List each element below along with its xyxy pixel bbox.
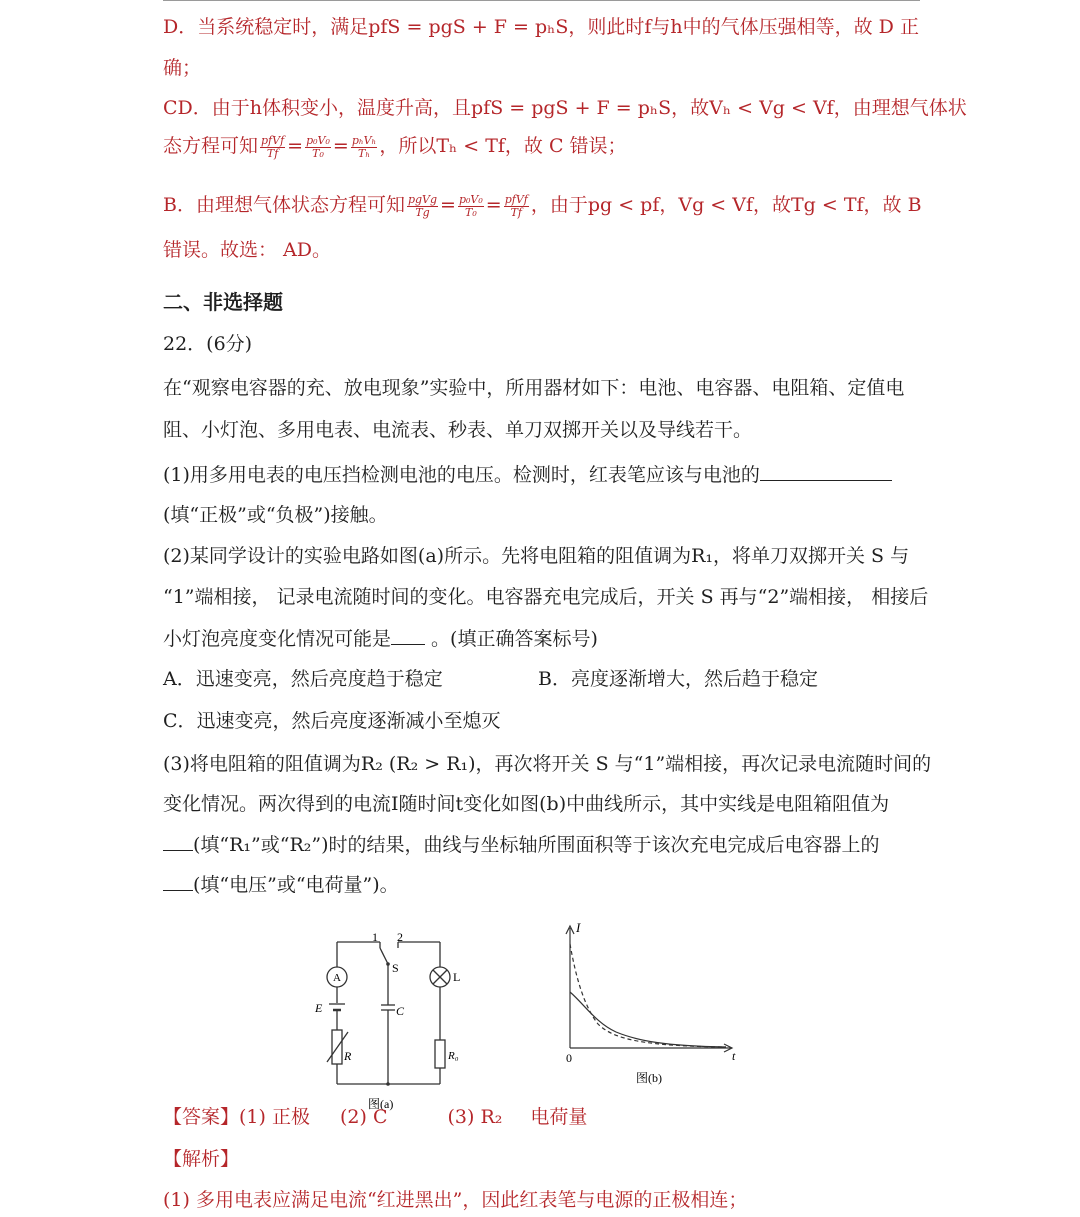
question-part3-line4: (填“电压”或“电荷量”)。: [163, 872, 399, 897]
battery-label: E: [315, 1001, 323, 1015]
option-cd-line2: 态方程可知 $\frac{\text{pfVf}}{Tf}$ = $\frac{\text{p₀V₀}}{\text{T₀}}$ = $\frac{\text{pₕVₕ}}{\text{Tₕ}}$ ，所以Tₕ < Tf，故 C 错误；: [163, 133, 627, 160]
switch-terminal-1: 1: [372, 930, 378, 944]
b-fraction-3: $\frac{\text{pfVf}}{Tf}$: [504, 192, 528, 219]
answer-3-text: 电荷量: [530, 1106, 588, 1128]
figure-b-caption: 图(b): [636, 1071, 662, 1085]
option-b-line1: B．由理想气体状态方程可知 $\frac{\text{pgVg}}{Tg}$ = $\frac{\text{p₀V₀}}{\text{T₀}}$ = $\frac{\text{pfVf}}{Tf}$ ，由于pg < pf，Vg < Vf，故Tg < Tf，故 B: [163, 192, 922, 219]
dashed-curve: [570, 944, 726, 1047]
answer-1: (1) 正极: [239, 1106, 310, 1128]
top-rule: [163, 0, 920, 1]
answer-blank-4: [163, 872, 193, 891]
answer-blank-2: [391, 626, 425, 645]
answer-label: 【答案】: [163, 1106, 240, 1128]
figure-a-caption: 图(a): [368, 1097, 394, 1111]
switch-blade: [380, 948, 388, 964]
question-intro-2: 阻、小灯泡、多用电表、电流表、秒表、单刀双掷开关以及导线若干。: [163, 419, 753, 441]
question-part1-line1: [163, 462, 892, 487]
option-cd-line1: CD．由于h体积变小，温度升高，且pfS = pgS + F = pₕS，故Vₕ < Vg < Vf，由理想气体状: [163, 97, 967, 119]
question-part2-line1: (2)某同学设计的实验电路如图(a)所示。先将电阻箱的阻值调为R₁，将单刀双掷开关 S 与: [163, 545, 910, 567]
cd-text-a: 态方程可知: [163, 135, 259, 157]
answer-2: (2) C: [339, 1106, 388, 1128]
analysis-line-1: (1) 多用电表应满足电流“红进黑出”，因此红表笔与电源的正极相连；: [163, 1189, 748, 1211]
rheostat-label: R: [344, 1049, 352, 1063]
fixed-resistor-label: R₀: [448, 1050, 459, 1062]
switch-label: S: [392, 961, 399, 975]
option-b: B．亮度逐渐增大，然后趋于稳定: [538, 668, 818, 690]
option-d-line2: 确；: [163, 57, 202, 79]
origin-label: 0: [566, 1051, 572, 1065]
option-a: A．迅速变亮，然后亮度趋于稳定: [163, 668, 443, 690]
question-part3-line1: (3)将电阻箱的阻值调为R₂ (R₂ > R₁)，再次将开关 S 与“1”端相接，再次记录电流随时间的: [163, 753, 932, 775]
option-b-line2: 错误。故选： AD。: [163, 239, 331, 261]
question-part2-line2: “1”端相接， 记录电流随时间的变化。电容器充电完成后，开关 S 再与“2”端相接， 相接后: [163, 586, 929, 608]
answer-blank-3: [163, 832, 193, 851]
question-part1-line2: (填“正极”或“负极”)接触。: [163, 504, 388, 526]
circuit-diagram: [300, 920, 490, 1120]
section-title: 二、非选择题: [163, 290, 283, 314]
part2-text: 小灯泡亮度变化情况可能是: [163, 628, 392, 650]
x-axis-label: t: [732, 1049, 736, 1063]
question-intro-1: 在“观察电容器的充、放电现象”实验中，所用器材如下：电池、电容器、电阻箱、定值电: [163, 377, 905, 399]
cd-text-b: ，所以Tₕ < Tf，故 C 错误；: [379, 135, 627, 157]
capacitor-label: C: [396, 1004, 405, 1018]
option-c: C．迅速变亮，然后亮度逐渐减小至熄灭: [163, 710, 501, 732]
question-part2-line3: 小灯泡亮度变化情况可能是 。(填正确答案标号): [163, 628, 598, 650]
question-part3-line2: 变化情况。两次得到的电流I随时间t变化如图(b)中曲线所示，其中实线是电阻箱阻值为: [163, 793, 890, 815]
answer-line: [163, 1105, 587, 1129]
part1-text: (1)用多用电表的电压挡检测电池的电压。检测时，红表笔应该与电池的: [163, 464, 760, 486]
b-fraction-2: $\frac{\text{p₀V₀}}{\text{T₀}}$: [458, 192, 483, 219]
current-time-graph: [556, 918, 756, 1088]
b-text-b: ，由于pg < pf，Vg < Vf，故Tg < Tf，故 B: [530, 194, 922, 216]
answer-3: (3) R₂: [447, 1106, 503, 1128]
question-number: 22．(6分): [163, 333, 253, 355]
analysis-label: 【解析】: [163, 1148, 240, 1170]
ammeter-label: A: [333, 972, 341, 984]
b-fraction-1: $\frac{\text{pgVg}}{Tg}$: [407, 192, 438, 219]
solid-curve: [570, 992, 726, 1047]
option-d-line1: D．当系统稳定时，满足pfS = pgS + F = pₕS，则此时f与h中的气体压强相等，故 D 正: [163, 16, 919, 38]
b-text-a: B．由理想气体状态方程可知: [163, 194, 405, 216]
cd-fraction-1: $\frac{\text{pfVf}}{Tf}$: [261, 133, 285, 160]
lamp-label: L: [453, 970, 461, 984]
answer-blank-1: [760, 462, 892, 481]
question-part3-line3: (填“R₁”或“R₂”)时的结果，曲线与坐标轴所围面积等于该次充电完成后电容器上的: [163, 832, 880, 857]
switch-terminal-2: 2: [397, 930, 403, 944]
cd-fraction-3: $\frac{\text{pₕVₕ}}{\text{Tₕ}}$: [351, 133, 377, 160]
fixed-resistor: [435, 1040, 445, 1068]
cd-fraction-2: $\frac{\text{p₀V₀}}{\text{T₀}}$: [306, 133, 330, 160]
y-axis-label: I: [576, 920, 581, 935]
